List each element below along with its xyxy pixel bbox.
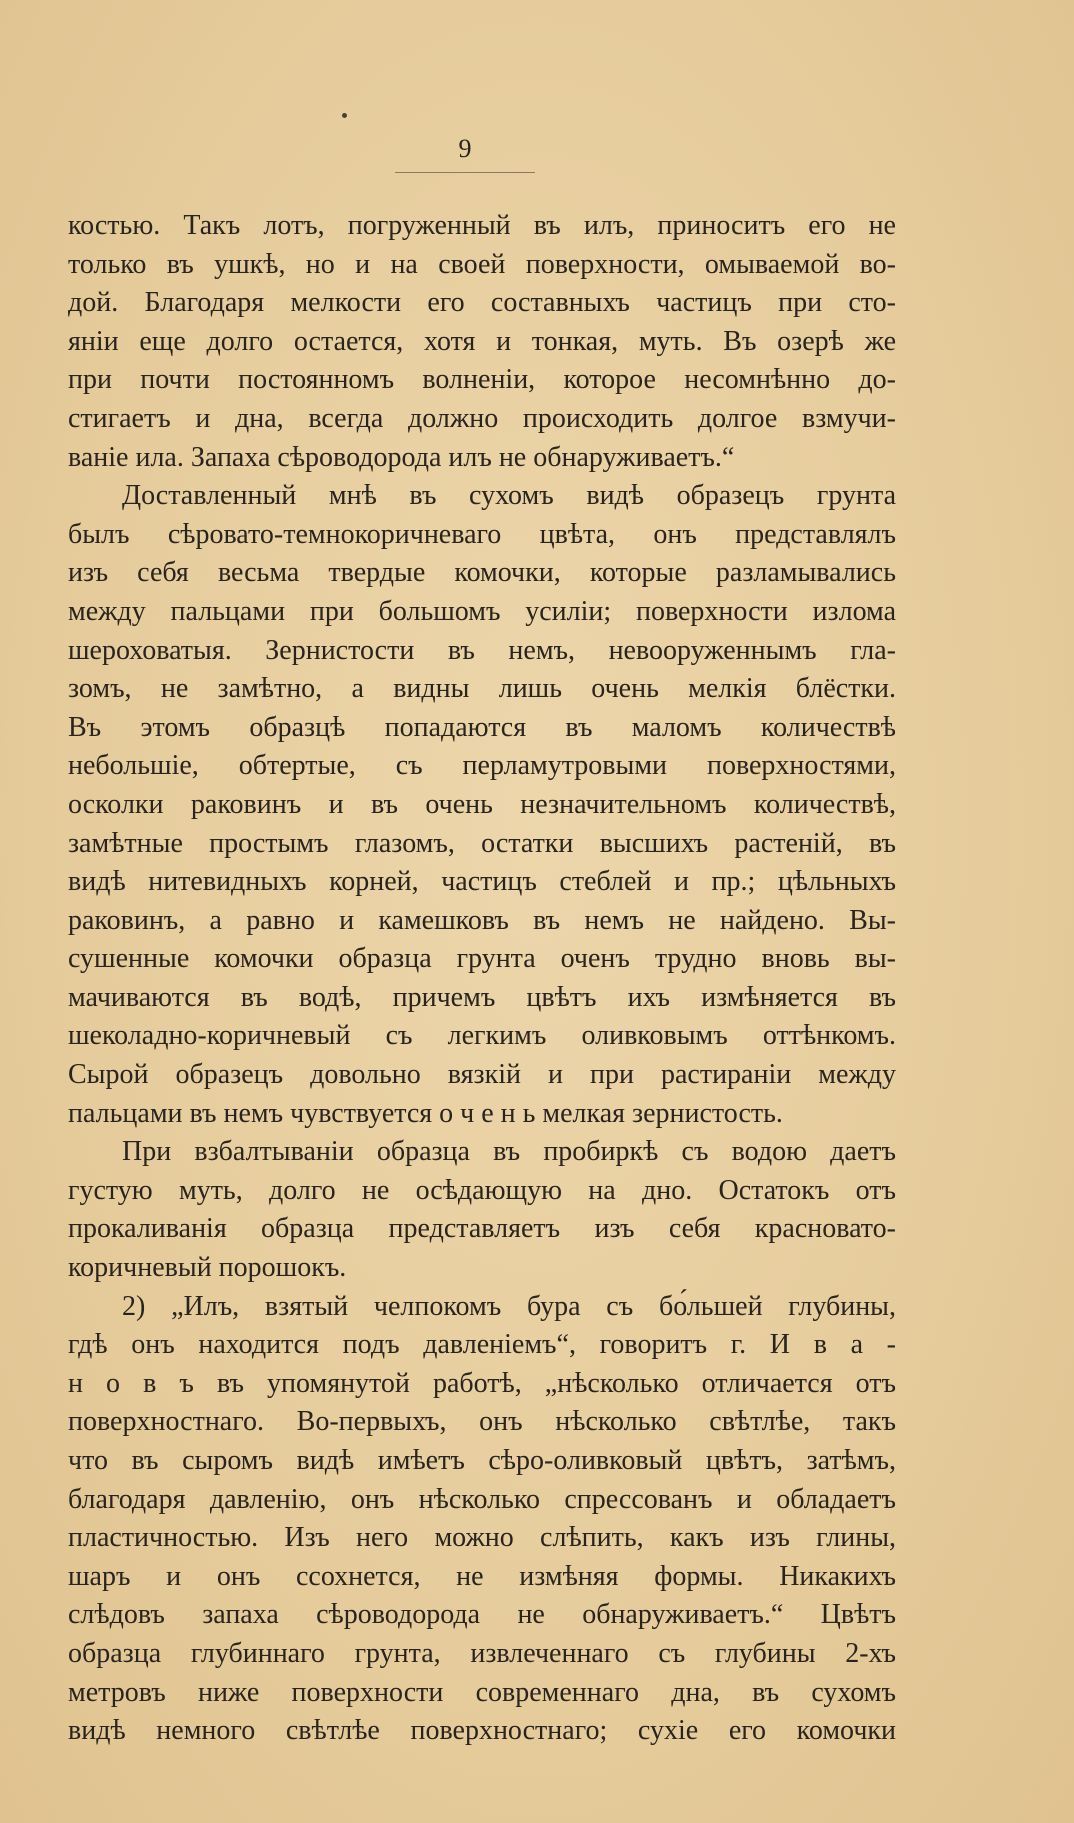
text-line: поверхностнаго. Во-первыхъ, онъ нѣсколько свѣтлѣе, такъ: [68, 1406, 896, 1438]
text-line: слѣдовъ запаха сѣроводорода не обнаруживаетъ.“ Цвѣтъ: [68, 1599, 896, 1631]
text-line: ваніе ила. Запаха сѣроводорода илъ не обнаруживаетъ.“: [68, 441, 735, 473]
text-line: изъ себя весьма твердые комочки, которые разламывались: [68, 557, 896, 589]
text-line: образца глубиннаго грунта, извлеченнаго съ глубины 2-хъ: [68, 1637, 896, 1669]
text-line: шаръ и онъ ссохнется, не измѣняя формы. Никакихъ: [68, 1560, 896, 1592]
text-line: метровъ ниже поверхности современнаго дна, въ сухомъ: [68, 1676, 896, 1708]
text-line: гдѣ онъ находится подъ давленіемъ“, говоритъ г. И в а -: [68, 1329, 896, 1361]
text-line: что въ сыромъ видѣ имѣетъ сѣро-оливковый цвѣтъ, затѣмъ,: [68, 1445, 896, 1476]
text-line: видѣ нитевидныхъ корней, частицъ стеблей и пр.; цѣльныхъ: [68, 866, 896, 898]
text-line: былъ сѣровато-темнокоричневаго цвѣта, онъ представлялъ: [68, 518, 896, 550]
text-line: небольшіе, обтертые, съ перламутровыми поверхностями,: [68, 750, 896, 782]
ink-speck: [342, 113, 347, 118]
text-line: Въ этомъ образцѣ попадаются въ маломъ количествѣ: [68, 711, 896, 743]
text-line: пластичностью. Изъ него можно слѣпить, какъ изъ глины,: [68, 1522, 896, 1554]
text-line: шеколадно-коричневый съ легкимъ оливковымъ оттѣнкомъ.: [68, 1020, 896, 1052]
text-line: костью. Такъ лотъ, погруженный въ илъ, приноситъ его не: [68, 210, 896, 241]
text-line: дой. Благодаря мелкости его составныхъ частицъ при сто-: [68, 287, 896, 319]
text-line: стигаетъ и дна, всегда должно происходить долгое взмучи-: [68, 402, 896, 434]
text-line: замѣтные простымъ глазомъ, остатки высшихъ растеній, въ: [68, 827, 896, 859]
text-line: мачиваются въ водѣ, причемъ цвѣтъ ихъ измѣняется въ: [68, 981, 896, 1013]
text-line: раковинъ, а равно и камешковъ въ немъ не найдено. Вы-: [68, 904, 896, 936]
text-line: прокаливанія образца представляетъ изъ себя красновато-: [68, 1213, 896, 1245]
text-line: Доставленный мнѣ въ сухомъ видѣ образецъ грунта: [122, 480, 896, 512]
text-line: зомъ, не замѣтно, а видны лишь очень мелкія блёстки.: [68, 673, 896, 705]
page-number: 9: [458, 134, 472, 163]
text-line: 2) „Илъ, взятый челпокомъ бура съ бо́льшей глубины,: [122, 1290, 896, 1322]
text-line: н о в ъ въ упомянутой работѣ, „нѣсколько отличается отъ: [68, 1367, 896, 1399]
text-line: коричневый порошокъ.: [68, 1252, 347, 1284]
text-line: Сырой образецъ довольно вязкій и при растираніи между: [68, 1059, 896, 1091]
text-line: видѣ немного свѣтлѣе поверхностнаго; сухіе его комочки: [68, 1715, 896, 1747]
text-line: благодаря давленію, онъ нѣсколько спрессованъ и обладаетъ: [68, 1483, 896, 1515]
text-line: яніи еще долго остается, хотя и тонкая, муть. Въ озерѣ же: [68, 325, 896, 357]
text-line: При взбалтываніи образца въ пробиркѣ съ водою даетъ: [122, 1136, 896, 1168]
body-text: [68, 207, 896, 1751]
text-line: шероховатыя. Зернистости въ немъ, невооруженнымъ гла-: [68, 634, 896, 666]
header-rule: [395, 172, 535, 173]
text-line: при почти постоянномъ волненіи, которое несомнѣнно до-: [68, 364, 896, 396]
text-line: только въ ушкѣ, но и на своей поверхности, омываемой во-: [68, 248, 896, 280]
text-line: густую муть, долго не осѣдающую на дно. Остатокъ отъ: [68, 1174, 896, 1206]
text-line: осколки раковинъ и въ очень незначительномъ количествѣ,: [68, 788, 896, 820]
text-line: между пальцами при большомъ усиліи; поверхности излома: [68, 595, 896, 627]
text-line: сушенные комочки образца грунта оченъ трудно вновь вы-: [68, 943, 896, 975]
text-line: пальцами въ немъ чувствуется о ч е н ь мелкая зернистость.: [68, 1097, 783, 1129]
